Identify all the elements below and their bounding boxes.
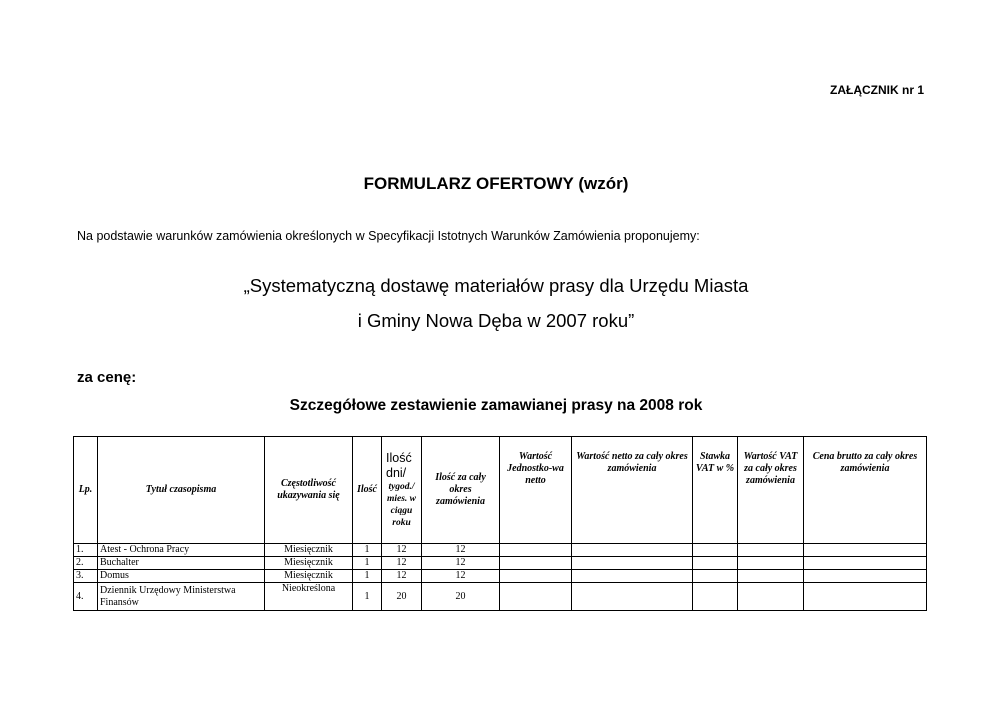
- row-days: 20: [382, 583, 422, 611]
- header-total-qty: Ilość za cały okres zamówienia: [422, 437, 500, 544]
- row-title: Buchalter: [98, 557, 265, 570]
- row-vat-rate: [693, 557, 738, 570]
- row-net-value: [572, 570, 693, 583]
- row-net-value: [572, 544, 693, 557]
- table-row: [74, 570, 927, 583]
- intro-text: Na podstawie warunków zamówienia określonych w Specyfikacji Istotnych Warunków Zamówienia proponujemy:: [77, 229, 700, 243]
- table-title: Szczegółowe zestawienie zamawianej prasy na 2008 rok: [289, 397, 703, 414]
- row-frequency: Miesięcznik: [265, 557, 353, 570]
- header-days-bottom: tygod./ mies. w ciągu roku: [386, 482, 417, 528]
- row-vat-value: [738, 583, 804, 611]
- row-lp: 4.: [74, 583, 98, 611]
- row-total: 12: [422, 544, 500, 557]
- form-title: FORMULARZ OFERTOWY (wzór): [363, 174, 629, 193]
- header-vat-rate: Stawka VAT w %: [693, 437, 738, 544]
- row-gross-price: [804, 557, 927, 570]
- row-qty: 1: [353, 557, 382, 570]
- row-title: Atest - Ochrona Pracy: [98, 544, 265, 557]
- subject-line-1: „Systematyczną dostawę materiałów prasy dla Urzędu Miasta: [243, 275, 749, 296]
- row-title: Dziennik Urzędowy Ministerstwa Finansów: [98, 583, 265, 611]
- header-frequency: Częstotliwość ukazywania się: [265, 437, 353, 544]
- row-days: 12: [382, 544, 422, 557]
- header-vat-value: Wartość VAT za cały okres zamówienia: [738, 437, 804, 544]
- row-days: 12: [382, 570, 422, 583]
- table-row: [74, 557, 927, 570]
- row-total: 20: [422, 583, 500, 611]
- price-label: za cenę:: [77, 369, 137, 386]
- row-qty: 1: [353, 544, 382, 557]
- row-title: Domus: [98, 570, 265, 583]
- header-days-top: Ilość dni/: [386, 451, 412, 480]
- row-frequency: Miesięcznik: [265, 570, 353, 583]
- row-days: 12: [382, 557, 422, 570]
- row-vat-rate: [693, 583, 738, 611]
- row-lp: 3.: [74, 570, 98, 583]
- row-unit-value: [500, 583, 572, 611]
- row-total: 12: [422, 570, 500, 583]
- header-title: Tytuł czasopisma: [98, 437, 265, 544]
- table-row: [74, 583, 927, 611]
- row-total: 12: [422, 557, 500, 570]
- press-order-table: [73, 436, 927, 611]
- row-qty: 1: [353, 583, 382, 611]
- row-gross-price: [804, 570, 927, 583]
- row-unit-value: [500, 557, 572, 570]
- table-row: [74, 544, 927, 557]
- row-frequency: Nieokreślona: [265, 583, 353, 611]
- subject-line-2: i Gminy Nowa Dęba w 2007 roku”: [357, 310, 635, 331]
- row-unit-value: [500, 544, 572, 557]
- header-unit-value: Wartość Jednostko-wa netto: [500, 437, 572, 544]
- row-vat-value: [738, 557, 804, 570]
- row-lp: 1.: [74, 544, 98, 557]
- row-vat-rate: [693, 544, 738, 557]
- header-qty: Ilość: [353, 437, 382, 544]
- row-net-value: [572, 583, 693, 611]
- row-unit-value: [500, 570, 572, 583]
- row-lp: 2.: [74, 557, 98, 570]
- row-vat-value: [738, 570, 804, 583]
- row-net-value: [572, 557, 693, 570]
- row-vat-value: [738, 544, 804, 557]
- header-days: [382, 437, 422, 544]
- row-qty: 1: [353, 570, 382, 583]
- row-frequency: Miesięcznik: [265, 544, 353, 557]
- row-gross-price: [804, 583, 927, 611]
- header-net-value: Wartość netto za cały okres zamówienia: [572, 437, 693, 544]
- header-gross-price: Cena brutto za cały okres zamówienia: [804, 437, 927, 544]
- header-lp: Lp.: [74, 437, 98, 544]
- row-vat-rate: [693, 570, 738, 583]
- row-gross-price: [804, 544, 927, 557]
- table-header-row: [74, 437, 927, 544]
- attachment-label: ZAŁĄCZNIK nr 1: [830, 83, 924, 97]
